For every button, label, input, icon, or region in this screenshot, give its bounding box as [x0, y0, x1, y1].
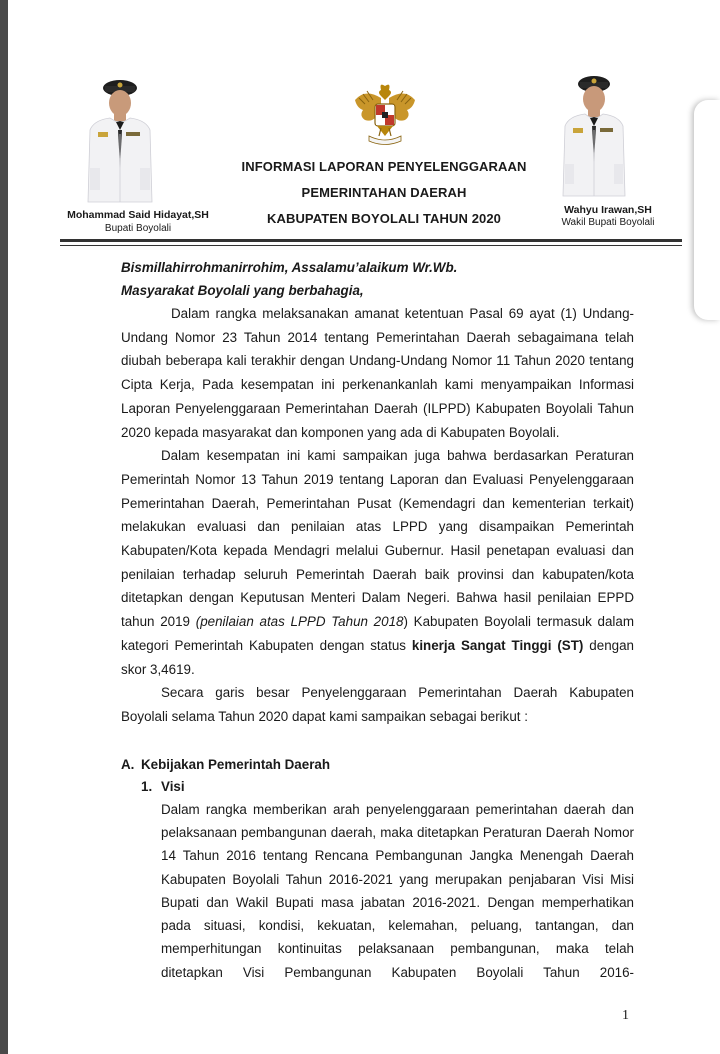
wakil-bupati-portrait — [557, 72, 631, 198]
paragraph-intro: Dalam rangka melaksanakan amanat ketentuan Pasal 69 ayat (1) Undang-Undang Nomor 23 Tahun 2014 tentang Pemerintahan Daerah sebagaimana telah diubah beberapa kali terakhir dengan Undang-Undang Nomor 11 Tahun 2020 tentang Cipta Kerja, Pada kesempatan ini perkenankanlah kami menyampaikan Informasi Laporan Penyelenggaraan Pemerintahan Daerah (ILPPD) Kabupaten Boyolali Tahun 2020 kepada masyarakat dan komponen yang ada di Kabupaten Boyolali. — [121, 306, 634, 440]
section-a-marker: A. — [121, 756, 135, 772]
page-number: 1 — [622, 1008, 629, 1023]
header-divider-thick — [60, 239, 682, 242]
title-line-1: INFORMASI LAPORAN PENYELENGGARAAN — [241, 159, 527, 174]
bupati-title: Bupati Boyolali — [104, 223, 172, 234]
header-divider-thin — [60, 245, 682, 246]
document-header — [8, 0, 720, 250]
subsection-1-marker: 1. — [141, 778, 153, 794]
paragraph-evaluation-italic: (penilaian atas LPPD Tahun 2018 — [195, 614, 404, 630]
document-page — [8, 0, 720, 1054]
wakil-bupati-title: Wakil Bupati Boyolali — [561, 217, 655, 228]
greeting-audience: Masyarakat Boyolali yang berbahagia, — [121, 283, 364, 298]
paragraph-evaluation-bold: kinerja Sangat Tinggi (ST) — [411, 637, 584, 653]
paragraph-summary: Secara garis besar Penyelenggaraan Pemerintahan Daerah Kabupaten Boyolali selama Tahun 2020 dapat kami sampaikan sebagai berikut : — [121, 685, 634, 724]
document-body — [121, 256, 634, 984]
subsection-heading-1 — [141, 776, 634, 798]
paragraph-evaluation-text-b: ) Kabupaten Boyolali termasuk dalam kategori Pemerintah Kabupaten dengan status — [121, 614, 634, 653]
title-line-3: KABUPATEN BOYOLALI TAHUN 2020 — [266, 211, 502, 226]
subsection-1-title: Visi — [161, 778, 185, 794]
section-heading-a — [121, 753, 634, 776]
title-line-2: PEMERINTAHAN DAERAH — [301, 185, 467, 200]
side-scroll-handle[interactable] — [694, 100, 720, 320]
wakil-bupati-name: Wahyu Irawan,SH — [564, 204, 652, 216]
document-title — [218, 154, 550, 232]
paragraph-evaluation-text-c: dengan skor 3,4619. — [121, 637, 634, 677]
bupati-name: Mohammad Said Hidayat,SH — [67, 209, 209, 221]
bupati-portrait — [80, 74, 160, 204]
paragraph-evaluation — [121, 444, 634, 681]
paragraph-evaluation-text-a: Dalam kesempatan ini kami sampaikan juga bahwa berdasarkan Peraturan Pemerintah Nomor 13 Tahun 2019 tentang Laporan dan Evaluasi Penyelenggaraan Pemerintahan Daerah, Pemerintahan Pusat (Kemendagri dan kementerian terkait) melakukan evaluasi dan penilaian atas LPPD yang disampaikan Pemerintah Kabupaten/Kota kepada Mendagri melalui Gubernur. Hasil penetapan evaluasi dan penilaian terhadap seluruh Pemerintah Daerah baik provinsi dan kabupaten/kota ditetapkan dengan Keputusan Menteri Dalam Negeri. Bahwa hasil penilaian EPPD tahun 2019 — [121, 448, 634, 630]
paragraph-visi: Dalam rangka memberikan arah penyelenggaraan pemerintahan daerah dan pelaksanaan pembangunan daerah, maka ditetapkan Peraturan Daerah Nomor 14 Tahun 2016 tentang Rencana Pembangunan Jangka Menengah Daerah Kabupaten Boyolali Tahun 2016-2021 yang merupakan penjabaran Visi Misi Bupati dan Wakil Bupati masa jabatan 2016-2021. Dengan memperhatikan pada situasi, kondisi, kekuatan, kelemahan, peluang, tantangan, dan memperhitungan kontinuitas pelaksanaan pembangunan, maka telah ditetapkan Visi Pembangunan Kabupaten Boyolali Tahun 2016- — [161, 801, 634, 980]
section-a-title: Kebijakan Pemerintah Daerah — [141, 756, 331, 772]
greeting-salam: Bismillahirrohmanirrohim, Assalamu’alaikum Wr.Wb. — [121, 260, 458, 275]
garuda-emblem-icon — [351, 78, 419, 150]
